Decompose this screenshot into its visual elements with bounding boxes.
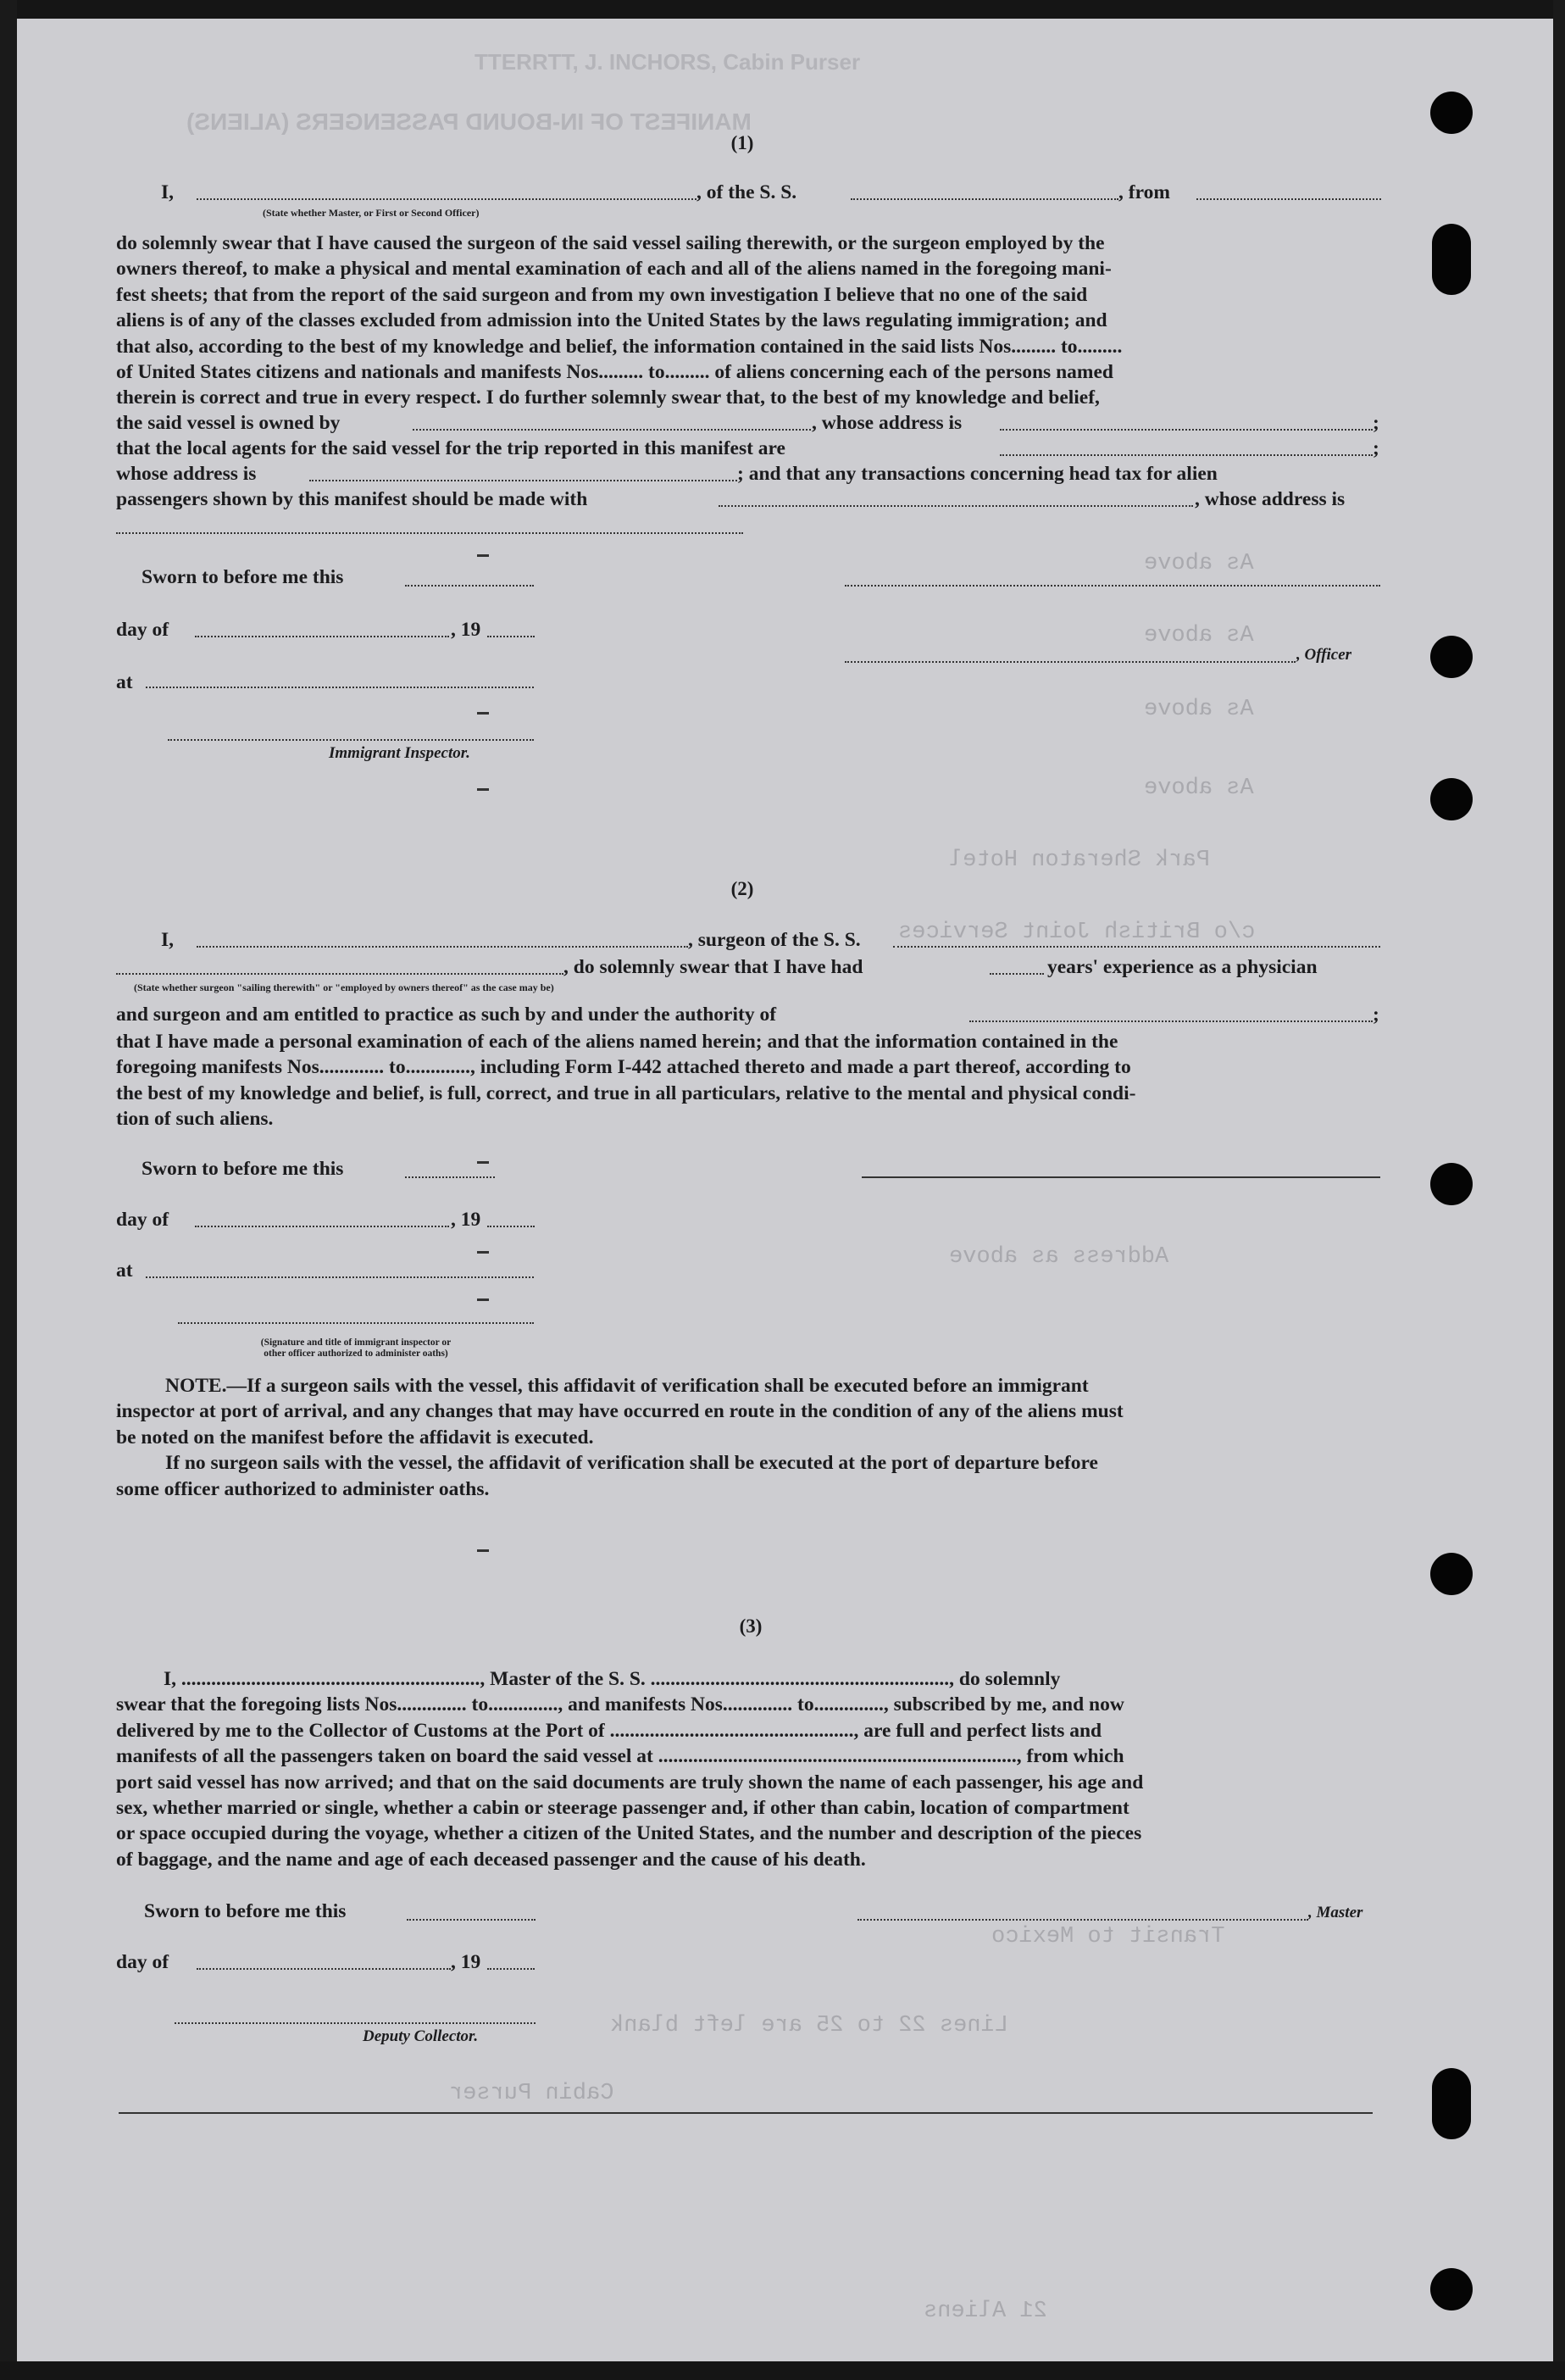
ghost-text: Transit to Mexico <box>991 1924 1225 1949</box>
mark <box>477 712 489 715</box>
paragraph-line: I, ............................................................, Master of the S. S. ............................................................, do solemnly <box>164 1668 1061 1690</box>
master-signature-line <box>857 1919 1308 1921</box>
mark <box>477 554 489 557</box>
fill-field <box>487 1226 535 1227</box>
punch-hole <box>1432 224 1471 295</box>
label-master: , Master <box>1308 1904 1363 1921</box>
section-2-caption: (State whether surgeon "sailing therewith" or "employed by owners thereof" as the case may be) <box>134 981 554 993</box>
semicolon: ; <box>1373 437 1379 459</box>
label-i: I, <box>161 929 175 951</box>
section-2-paragraph <box>116 1029 1384 1132</box>
signature-line <box>862 1176 1380 1178</box>
paragraph-line: that also, according to the best of my knowledge and belief, the information contained in the said lists Nos......... to......... <box>116 335 1123 358</box>
fill-field <box>197 198 696 200</box>
label-agents-address: whose address is <box>116 463 257 485</box>
paragraph-line: do solemnly swear that I have caused the surgeon of the said vessel sailing therewith, or the surgeon employed by the <box>116 232 1105 254</box>
ghost-header-line2: MANIFEST OF IN-BOUND PASSENGERS (ALIENS) <box>186 108 752 135</box>
fill-field <box>1000 454 1373 456</box>
section-1-paragraph <box>116 231 1384 411</box>
ghost-text: Lines 22 to 25 are left blank <box>610 2013 1008 2038</box>
label-years-experience: years' experience as a physician <box>1047 956 1318 978</box>
scan-edge-bottom <box>0 2361 1565 2380</box>
fill-field <box>309 480 737 481</box>
note-line: be noted on the manifest before the affidavit is executed. <box>116 1426 594 1449</box>
label-from: , from <box>1118 181 1170 203</box>
ghost-header-line1: TTERRTT, J. INCHORS, Cabin Purser <box>474 49 861 75</box>
fill-field <box>893 946 1380 948</box>
note-line: inspector at port of arrival, and any changes that may have occurred en route in the condition of any of the aliens must <box>116 1400 1124 1423</box>
section-1-line1 <box>161 181 174 204</box>
ghost-text: As above <box>1144 776 1254 801</box>
label-immigrant-inspector: Immigrant Inspector. <box>329 744 470 762</box>
fill-field <box>413 429 811 431</box>
label-surgeon-of-ss: , surgeon of the S. S. <box>688 929 861 951</box>
section-2-note <box>116 1373 1384 1502</box>
label-year: , 19 <box>451 619 481 641</box>
label-at: at <box>116 671 133 693</box>
paragraph-line: fest sheets; that from the report of the said surgeon and from my own investigation I believe that no one of the said <box>116 283 1088 306</box>
fill-field <box>487 1968 535 1970</box>
ghost-text: As above <box>1144 697 1254 722</box>
label-passengers: passengers shown by this manifest should be made with <box>116 488 588 510</box>
label-sworn: Sworn to before me this <box>142 566 344 588</box>
punch-hole <box>1430 636 1473 678</box>
ghost-text: Park Sheraton Hotel <box>949 848 1210 873</box>
mark <box>477 1161 489 1164</box>
section-1-number: (1) <box>730 132 754 153</box>
note-line: If no surgeon sails with the vessel, the affidavit of verification shall be executed at the port of departure before <box>165 1452 1098 1475</box>
mark <box>477 1251 489 1254</box>
paragraph-line: foregoing manifests Nos............. to............., including Form I-442 attached thereto and made a part thereof, according to <box>116 1056 1131 1079</box>
ghost-text: As above <box>1144 623 1254 648</box>
label-solemnly-swear: , do solemnly swear that I have had <box>563 956 863 978</box>
section-3-number: (3) <box>739 1615 763 1637</box>
deputy-collector-signature-line <box>175 2022 536 2024</box>
fill-field <box>969 1020 1373 1022</box>
officer-signature-line <box>845 661 1296 663</box>
fill-field <box>195 1226 449 1227</box>
label-day-of: day of <box>116 1951 169 1973</box>
fill-field <box>116 973 563 975</box>
label-officer: , Officer <box>1296 646 1352 664</box>
label-sworn: Sworn to before me this <box>144 1900 347 1922</box>
paragraph-line: manifests of all the passengers taken on board the said vessel at ........................................................................, from which <box>116 1745 1124 1768</box>
fill-field <box>405 1176 495 1178</box>
punch-hole <box>1430 92 1473 134</box>
section-2-number: (2) <box>730 878 754 899</box>
fill-field <box>405 585 534 587</box>
label-owned-by: the said vessel is owned by <box>116 412 341 434</box>
label-whose-address: , whose address is <box>812 412 963 434</box>
paragraph-line: port said vessel has now arrived; and that on the said documents are truly shown the name of each passenger, his age and <box>116 1771 1144 1793</box>
signature-line <box>178 1322 534 1324</box>
paragraph-line: or space occupied during the voyage, whether a citizen of the United States, and the number and description of the pieces <box>116 1822 1142 1845</box>
caption-line: other officer authorized to administer oaths) <box>264 1348 448 1359</box>
officer-signature-line <box>845 585 1380 587</box>
section-1-line1-caption: (State whether Master, or First or Second Officer) <box>263 207 480 219</box>
punch-hole <box>1430 2268 1473 2310</box>
fill-field <box>116 532 743 534</box>
ghost-text: 21 Aliens <box>924 2299 1047 2324</box>
paragraph-line: therein is correct and true in every respect. I do further solemnly swear that, to the best of my knowledge and belief, <box>116 386 1100 409</box>
fill-field <box>1000 429 1373 431</box>
fill-field <box>146 687 534 688</box>
signature-caption <box>178 1337 534 1360</box>
paragraph-line: of United States citizens and nationals and manifests Nos......... to......... of aliens concerning each of the persons named <box>116 361 1113 384</box>
paragraph-line: the best of my knowledge and belief, is full, correct, and true in all particulars, relative to the mental and physical condi- <box>116 1082 1136 1104</box>
paragraph-line: aliens is of any of the classes excluded from admission into the United States by the laws regulating immigration; and <box>116 309 1107 332</box>
fill-field <box>851 198 1118 200</box>
ghost-text: Cabin Purser <box>449 2081 614 2106</box>
punch-hole <box>1432 2068 1471 2139</box>
ghost-text: As above <box>1144 551 1254 576</box>
label-sworn: Sworn to before me this <box>142 1158 344 1180</box>
fill-field <box>719 505 1193 507</box>
section-3-paragraph <box>116 1666 1384 1872</box>
fill-field <box>1196 198 1381 200</box>
punch-hole <box>1430 1553 1473 1595</box>
note-line: some officer authorized to administer oaths. <box>116 1477 490 1500</box>
label-at: at <box>116 1260 133 1282</box>
label-year: , 19 <box>451 1951 481 1973</box>
label-year: , 19 <box>451 1209 481 1231</box>
fill-field <box>487 636 535 637</box>
label-passengers-address: , whose address is <box>1195 488 1346 510</box>
label-day-of: day of <box>116 619 169 641</box>
semicolon: ; <box>1373 412 1379 434</box>
paragraph-line: sex, whether married or single, whether a cabin or steerage passenger and, if other than cabin, location of compartment <box>116 1797 1129 1820</box>
label-of-ss: , of the S. S. <box>696 181 797 203</box>
paragraph-line: of baggage, and the name and age of each deceased passenger and the cause of his death. <box>116 1848 866 1871</box>
scan-edge-right <box>1553 0 1565 2380</box>
fill-field <box>990 973 1044 975</box>
label-local-agents: that the local agents for the said vessel for the trip reported in this manifest are <box>116 437 785 459</box>
paragraph-line: and surgeon and am entitled to practice as such by and under the authority of <box>116 1004 777 1026</box>
mark <box>477 788 489 791</box>
punch-hole <box>1430 778 1473 820</box>
paragraph-line: swear that the foregoing lists Nos.............. to.............., and manifests Nos.............. to.............., subscribed by me, and now <box>116 1693 1124 1716</box>
paragraph-line: that I have made a personal examination of each of the aliens named herein; and that the information contained in the <box>116 1031 1118 1053</box>
fill-field <box>407 1919 536 1921</box>
fill-field <box>195 636 449 637</box>
paragraph-line: delivered by me to the Collector of Customs at the Port of ................................................., are full and perfect lists and <box>116 1719 1102 1742</box>
punch-hole <box>1430 1163 1473 1205</box>
fill-field <box>197 1968 451 1970</box>
note-line: NOTE.—If a surgeon sails with the vessel, this affidavit of verification shall be executed before an immigrant <box>165 1375 1089 1397</box>
label-deputy-collector: Deputy Collector. <box>363 2027 479 2045</box>
paragraph-line: tion of such aliens. <box>116 1108 274 1131</box>
fill-field <box>146 1276 534 1278</box>
paragraph-line: owners thereof, to make a physical and mental examination of each and all of the aliens named in the foregoing mani- <box>116 258 1112 281</box>
inspector-signature-line <box>168 739 534 741</box>
semicolon: ; <box>1373 1004 1379 1026</box>
bottom-rule <box>119 2112 1373 2114</box>
label-transactions: ; and that any transactions concerning head tax for alien <box>737 463 1218 485</box>
ghost-text: Address as above <box>949 1244 1169 1270</box>
caption-line: (Signature and title of immigrant inspector or <box>260 1337 452 1348</box>
fill-field <box>197 946 688 948</box>
label-day-of: day of <box>116 1209 169 1231</box>
mark <box>477 1298 489 1301</box>
mark <box>477 1549 489 1552</box>
scan-edge-top <box>0 0 1565 19</box>
label-i: I, <box>161 181 175 203</box>
ghost-text: c/o British Joint Services <box>898 920 1256 945</box>
scan-edge-left <box>0 0 17 2380</box>
